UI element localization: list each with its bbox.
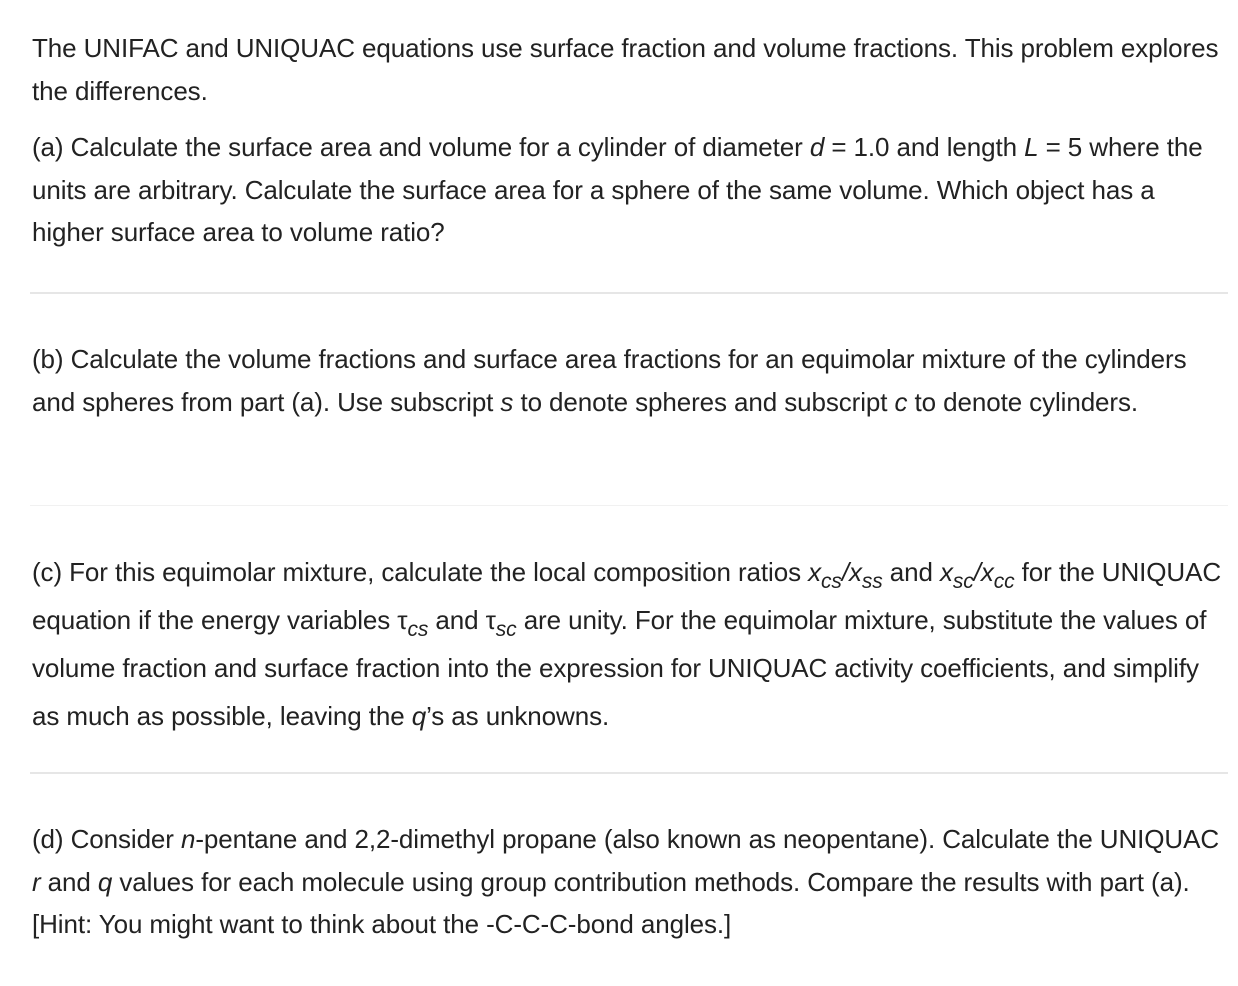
q-symbol: q: [97, 866, 113, 897]
tau-symbol: τ: [397, 605, 408, 635]
intro-text: The UNIFAC and UNIQUAC equations use surface fraction and volume fractions. This problem explores the differences.: [32, 33, 1219, 106]
part-a-paragraph: [32, 126, 1224, 254]
part-c-text-end: ’s as unknowns.: [426, 701, 610, 731]
subscript-cs: cs: [407, 618, 429, 641]
length-symbol: L: [1024, 132, 1039, 162]
subscript-c-symbol: c: [894, 386, 908, 417]
part-c-text-middle: for the UNIQUAC equation if the energy variables: [32, 557, 1221, 635]
section-divider: [30, 292, 1228, 294]
subscript-ss: ss: [861, 570, 883, 593]
part-d-paragraph: [32, 818, 1224, 946]
x-symbol: x: [980, 557, 994, 587]
section-divider: [30, 505, 1228, 506]
part-b-text: (b) Calculate the volume fractions and surface area fractions for an equimolar mixture of the cylinders and spheres from part (a). Use subscript: [32, 344, 1187, 417]
length-value: = 5: [1038, 132, 1083, 162]
section-divider: [30, 772, 1228, 774]
part-d-text-middle: -pentane and 2,2-dimethyl propane (also known as neopentane). Calculate the UNIQUAC: [195, 824, 1219, 854]
part-b-text-end: to denote cylinders.: [907, 386, 1138, 417]
part-b-text-middle: to denote spheres and subscript: [513, 386, 895, 417]
n-symbol: n: [180, 824, 196, 854]
and-text: and: [882, 557, 940, 587]
intro-paragraph: [32, 27, 1224, 112]
part-c-text-continued: are unity. For the equimolar mixture, substitute the values of volume fraction and surface fraction into the expression for UNIQUAC activity coefficients, and simplify as much as possible, leaving the: [32, 605, 1207, 731]
x-symbol: x: [939, 557, 953, 587]
subscript-sc: sc: [952, 570, 974, 593]
ratio-slash: /: [841, 557, 849, 587]
part-b-paragraph: [32, 338, 1224, 423]
part-a-text: (a) Calculate the surface area and volume for a cylinder of diameter: [32, 132, 810, 162]
and-text: and: [428, 605, 486, 635]
subscript-sc: sc: [495, 618, 517, 641]
diameter-value: = 1.0 and length: [824, 132, 1025, 162]
ratio-slash: /: [973, 557, 981, 587]
part-c-paragraph: [32, 548, 1224, 740]
part-d-text: (d) Consider: [32, 824, 181, 854]
r-symbol: r: [32, 866, 41, 897]
part-a-text-continued: where the units are arbitrary. Calculate the surface area for a sphere of the same volume. Which object has a higher surface area to volume ratio?: [32, 132, 1203, 247]
x-symbol: x: [848, 557, 862, 587]
subscript-cc: cc: [993, 570, 1015, 593]
and-text: and: [40, 866, 98, 897]
tau-symbol: τ: [485, 605, 496, 635]
part-c-text: (c) For this equimolar mixture, calculate the local composition ratios: [32, 557, 809, 587]
q-symbol: q: [411, 701, 427, 731]
part-d-text-end: values for each molecule using group contribution methods. Compare the results with part (a). [Hint: You might want to think about the -C-C-C-bond angles.]: [32, 866, 1190, 939]
x-symbol: x: [808, 557, 821, 587]
diameter-symbol: d: [809, 132, 825, 162]
subscript-cs: cs: [821, 570, 842, 593]
subscript-s-symbol: s: [500, 386, 514, 417]
